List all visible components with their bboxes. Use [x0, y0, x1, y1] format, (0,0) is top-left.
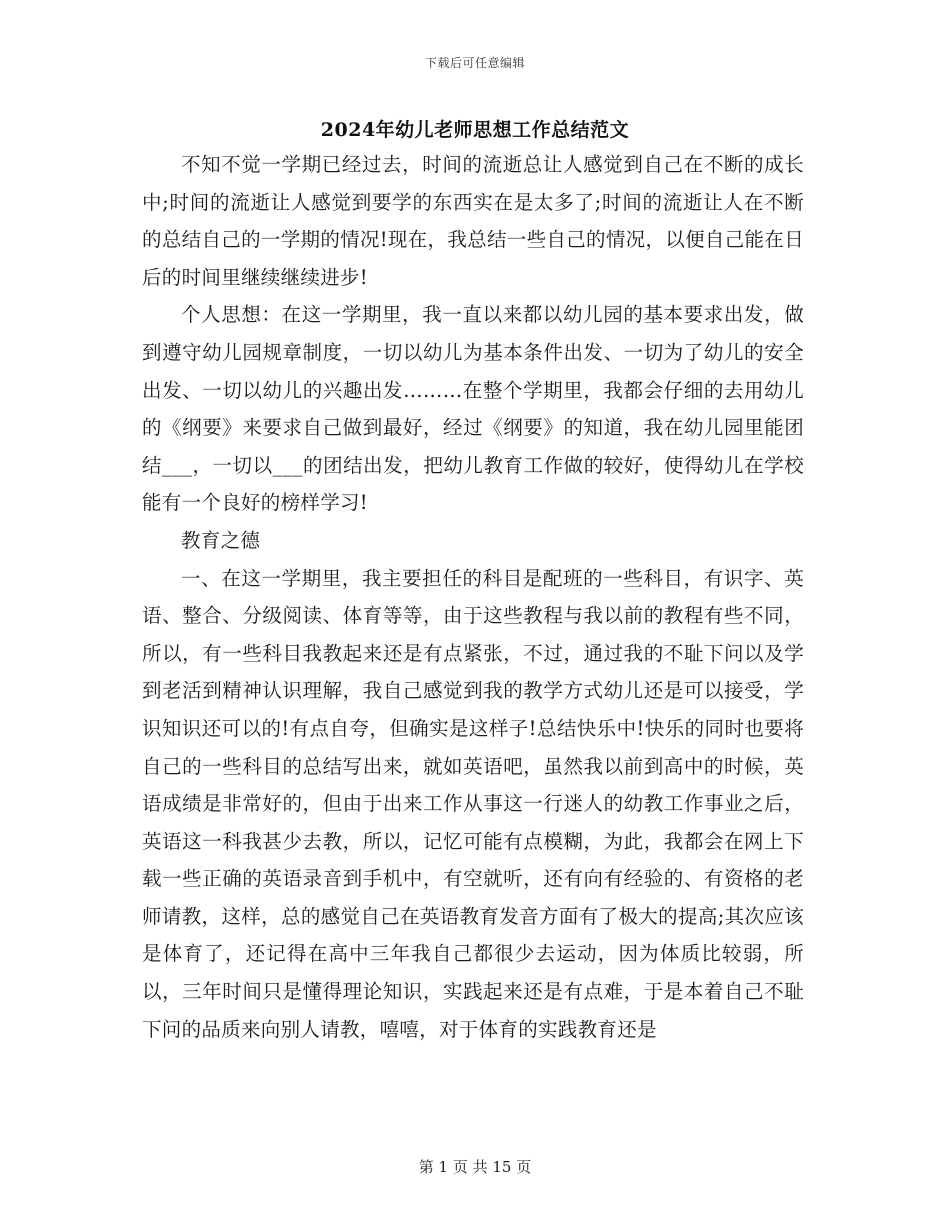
document-title: 2024年幼儿老师思想工作总结范文 — [320, 119, 630, 141]
page-indicator: 第 1 页 共 15 页 — [418, 1158, 532, 1176]
paragraph-section-one: 一、在这一学期里，我主要担任的科目是配班的一些科目，有识字、英语、整合、分级阅读、体育等等，由于这些教程与我以前的教程有些不同，所以，有一些科目我教起来还是有点紧张，不过，通过我的不耻下问以及学到老活到精神认识理解，我自己感觉到我的教学方式幼儿还是可以接受，学识知识还可以的!有点自夸，但确实是这样子!总结快乐中!快乐的同时也要将自己的一些科目的总结写出来，就如英语吧，虽然我以前到高中的时候，英语成绩是非常好的，但由于出来工作从事这一行迷人的幼教工作事业之后，英语这一科我甚少去教，所以，记忆可能有点模糊，为此，我都会在网上下载一些正确的英语录音到手机中，有空就听，还有向有经验的、有资格的老师请教，这样，总的感觉自己在英语教育发音方面有了极大的提高;其次应该是体育了，还记得在高中三年我自己都很少去运动，因为体质比较弱，所以，三年时间只是懂得理论知识，实践起来还是有点难，于是本着自己不耻下问的品质来向别人请教，嘻嘻，对于体育的实践教育还是 — [142, 566, 804, 1041]
section-heading-education-virtue: 教育之德 — [181, 528, 261, 552]
header-note: 下载后可任意编辑 — [424, 56, 525, 70]
paragraph-intro: 不知不觉一学期已经过去，时间的流逝总让人感觉到自己在不断的成长中;时间的流逝让人感觉到要学的东西实在是太多了;时间的流逝让人在不断的总结自己的一学期的情况!现在，我总结一些自己的情况，以便自己能在日后的时间里继续继续进步! — [142, 153, 804, 289]
paragraph-personal-thoughts: 个人思想：在这一学期里，我一直以来都以幼儿园的基本要求出发，做到遵守幼儿园规章制度，一切以幼儿为基本条件出发、一切为了幼儿的安全出发、一切以幼儿的兴趣出发………在整个学期里，我都会仔细的去用幼儿的《纲要》来要求自己做到最好，经过《纲要》的知道，我在幼儿园里能团结___，一切以___的团结出发，把幼儿教育工作做的较好，使得幼儿在学校能有一个良好的榜样学习! — [142, 303, 804, 515]
document-body — [142, 146, 804, 1048]
